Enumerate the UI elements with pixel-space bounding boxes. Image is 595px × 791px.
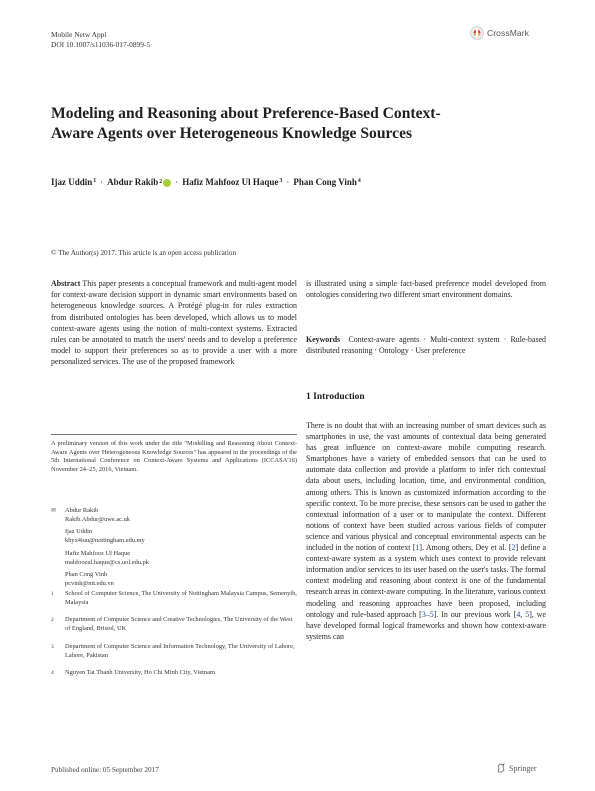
abstract bbox=[51, 278, 297, 368]
affiliation-item: 4 Nguyen Tat Thanh University, Ho Chi Minh City, Vietnam bbox=[51, 669, 215, 677]
footnote: A preliminary version of this work under the title "Modelling and Reasoning About Context-Aware Agents over Heterogeneous Knowledge Sources" has appeared in the proceedings of the 5th International Conference on Context-Aware Systems and Applications (ICCASA'16) November 24–25, 2016, Vietnam. bbox=[51, 440, 297, 474]
springer-horse-icon bbox=[496, 763, 506, 773]
abstract-label: Abstract bbox=[51, 279, 81, 288]
publisher-name: Springer bbox=[509, 763, 537, 773]
orcid-icon[interactable] bbox=[163, 179, 171, 187]
footnote-divider bbox=[51, 434, 297, 435]
contact-item bbox=[51, 507, 297, 524]
publisher-logo[interactable] bbox=[496, 763, 537, 773]
author-1[interactable]: Ijaz Uddin$^1$ bbox=[51, 177, 97, 187]
contact-name: Hafiz Mahfooz Ul Haque bbox=[65, 549, 131, 557]
author-3[interactable]: Hafiz Mahfooz Ul Haque$^3$ bbox=[182, 177, 283, 187]
crossmark-label: CrossMark bbox=[487, 28, 529, 38]
abstract-text: This paper presents a conceptual framework and multi-agent model for context-aware decision support in dynamic smart environments based on heterogeneous knowledge sources. A Protégé plug-in for rules extraction from distributed ontologies has been developed, which allows us to model context-aware agents using the notion of multi-context systems. Extracted rules can be annotated to match the users' needs and to develop a preference model to support their preferences so as to provide a user with a more personalized services. The use of the proposed framework bbox=[51, 279, 297, 367]
contact-name: Abdur Rakib bbox=[65, 507, 99, 514]
contact-item bbox=[51, 528, 297, 545]
affiliation-item: 1 School of Computer Science, The University of Nottingham Malaysia Campus, Semenyih, Malaysia bbox=[51, 590, 297, 606]
author-separator: · bbox=[100, 177, 104, 187]
affiliation-item: 2 Department of Computer Science and Creative Technologies, The University of the West of England, Bristol, UK bbox=[51, 616, 293, 633]
citation-link[interactable]: 5 bbox=[525, 609, 530, 619]
keywords bbox=[306, 334, 546, 356]
citation-link[interactable]: 2 bbox=[511, 543, 516, 553]
journal-doi[interactable]: DOI 10.1007/s11036-017-0899-5 bbox=[51, 40, 151, 49]
envelope-icon: ✉ bbox=[51, 508, 57, 514]
author-list bbox=[51, 177, 361, 187]
author-separator: · bbox=[175, 177, 179, 187]
crossmark-icon bbox=[470, 26, 484, 40]
affiliation-item: 3 Department of Computer Science and Information Technology, The University of Lahore, Lahore, Pakistan bbox=[51, 642, 295, 659]
citation-link[interactable]: 3–5 bbox=[421, 609, 434, 619]
section-heading: 1 Introduction bbox=[306, 392, 365, 402]
contact-email[interactable]: pcvinh@ntt.edu.vn bbox=[65, 579, 114, 587]
affiliation-list bbox=[51, 590, 297, 687]
contact-item bbox=[51, 550, 297, 567]
paper-title: Modeling and Reasoning about Preference-Based Context-Aware Agents over Heterogeneous Knowledge Sources bbox=[51, 105, 441, 142]
contact-name: Phan Cong Vinh bbox=[65, 571, 108, 579]
citation-link[interactable]: 1 bbox=[415, 543, 420, 553]
contact-email[interactable]: khyx4iuu@nottingham.edu.my bbox=[65, 537, 145, 545]
abstract-continued: is illustrated using a simple fact-based preference model developed from ontologies considering two different smart environment domains. bbox=[306, 279, 546, 300]
author-separator: · bbox=[286, 177, 290, 187]
contact-name: Ijaz Uddin bbox=[65, 528, 93, 536]
keywords-text: Context-aware agents · Multi-context system · Rule-based distributed reasoning · Ontology · User preference bbox=[306, 335, 546, 356]
journal-name: Mobile Netw Appl bbox=[51, 30, 107, 39]
contact-item bbox=[51, 571, 297, 588]
crossmark-badge[interactable] bbox=[470, 26, 529, 40]
contact-email[interactable]: mahfoozul.haque@cs.uol.edu.pk bbox=[65, 558, 149, 566]
journal-header bbox=[51, 30, 150, 50]
published-date: Published online: 05 September 2017 bbox=[51, 766, 159, 774]
keywords-label: Keywords bbox=[306, 335, 341, 344]
introduction-paragraph: There is no doubt that with an increasing number of smart devices such as smartphones in use, the vast amounts of contextual data being generated has great influence on context-aware mobile computing research. Smartphones have a variety of embedded sensors that can be used to automate data collection and provide a platform to infer rich contextual data about users, including location, time, and environmental condition, among others. This is known as customized information according to the specific context. To be more precise, these sensors can be used to gather the contextual information of a user or to manipulate the context. Different notions of context have been studied across various fields of computer science and various physical and conceptual environmental aspects can be included in the notion of context [1]. Among others, Dey et al. [2] define a context-aware system as a system which uses context to provide relevant information and/or services to its user based on the user's tasks. The formal context modeling and reasoning about context is one of the fundamental research areas in context-aware computing. In the literature, various context modeling and reasoning approaches have been proposed, including ontology and rule-based approach [3–5]. In our previous work [4, 5], we have developed formal logical frameworks and shown how context-aware systems can bbox=[306, 421, 546, 641]
author-4[interactable]: Phan Cong Vinh$^4$ bbox=[293, 177, 361, 187]
open-access-notice: © The Author(s) 2017. This article is an open access publication bbox=[51, 249, 237, 257]
citation-link[interactable]: 4 bbox=[516, 609, 521, 619]
contact-list bbox=[51, 507, 297, 593]
contact-email[interactable]: Rakib.Abdur@uwe.ac.uk bbox=[65, 515, 130, 523]
author-2[interactable]: Abdur Rakib 2 bbox=[107, 177, 171, 187]
